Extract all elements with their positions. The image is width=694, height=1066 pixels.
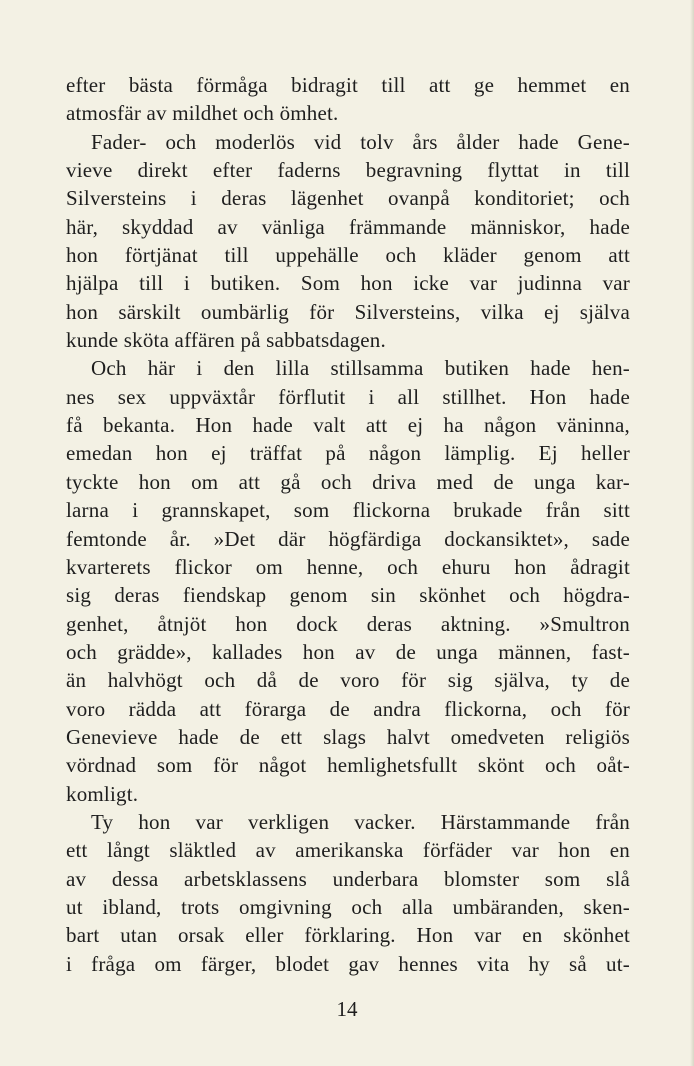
text-line: vieve direkt efter faderns begravning flyttat in till xyxy=(66,158,630,183)
text-line: hon förtjänat till uppehälle och kläder genom att xyxy=(66,243,630,268)
text-line: femtonde år. »Det där högfärdiga dockansiktet», sade xyxy=(66,526,630,551)
text-line: vördnad som för något hemlighetsfullt skönt och oåt- xyxy=(66,753,630,778)
text-line: atmosfär av mildhet och ömhet. xyxy=(66,101,339,126)
text-line: genhet, åtnjöt hon dock deras aktning. »Smultron xyxy=(66,611,630,636)
text-line: Genevieve hade de ett slags halvt omedveten religiös xyxy=(66,724,630,749)
text-line: Silversteins i deras lägenhet ovanpå konditoriet; och xyxy=(66,186,630,211)
text-line: kunde sköta affären på sabbatsdagen. xyxy=(66,328,386,353)
page-number: 14 xyxy=(336,997,358,1021)
text-line: av dessa arbetsklassens underbara blomster som slå xyxy=(66,866,630,891)
text-line: ut ibland, trots omgivning och alla umbäranden, sken- xyxy=(66,894,630,919)
text-line: Fader- och moderlös vid tolv års ålder hade Gene- xyxy=(91,129,630,154)
text-line: sig deras fiendskap genom sin skönhet och högdra- xyxy=(66,583,630,608)
text-line: Och här i den lilla stillsamma butiken hade hen- xyxy=(91,356,630,381)
text-line: nes sex uppväxtår förflutit i all stillhet. Hon hade xyxy=(66,384,630,409)
text-line: i fråga om färger, blodet gav hennes vita hy så ut- xyxy=(66,951,630,976)
text-line: hon särskilt oumbärlig för Silversteins, vilka ej själva xyxy=(66,299,630,324)
text-line: bart utan orsak eller förklaring. Hon var en skönhet xyxy=(66,923,630,948)
text-line: hjälpa till i butiken. Som hon icke var judinna var xyxy=(66,271,630,296)
body-text xyxy=(66,71,630,978)
text-line: kvarterets flickor om henne, och ehuru hon ådragit xyxy=(66,554,630,579)
text-line: emedan hon ej träffat på någon lämplig. Ej heller xyxy=(66,441,630,466)
text-line: Ty hon var verkligen vacker. Härstammande från xyxy=(91,809,630,834)
text-line: och grädde», kallades hon av de unga männen, fast- xyxy=(66,639,630,664)
text-line: ett långt släktled av amerikanska förfäder var hon en xyxy=(66,838,630,863)
page-edge-shadow xyxy=(690,0,694,1066)
text-line: efter bästa förmåga bidragit till att ge hemmet en xyxy=(66,73,630,97)
text-line: här, skyddad av vänliga främmande människor, hade xyxy=(66,214,630,239)
text-line: få bekanta. Hon hade valt att ej ha någon väninna, xyxy=(66,413,630,438)
text-line: voro rädda att förarga de andra flickorna, och för xyxy=(66,696,630,721)
text-line: komligt. xyxy=(66,781,139,806)
text-line: än halvhögt och då de voro för sig själva, ty de xyxy=(66,668,630,693)
text-line: larna i grannskapet, som flickorna brukade från sitt xyxy=(66,498,630,523)
text-line: tyckte hon om att gå och driva med de unga kar- xyxy=(66,469,630,494)
